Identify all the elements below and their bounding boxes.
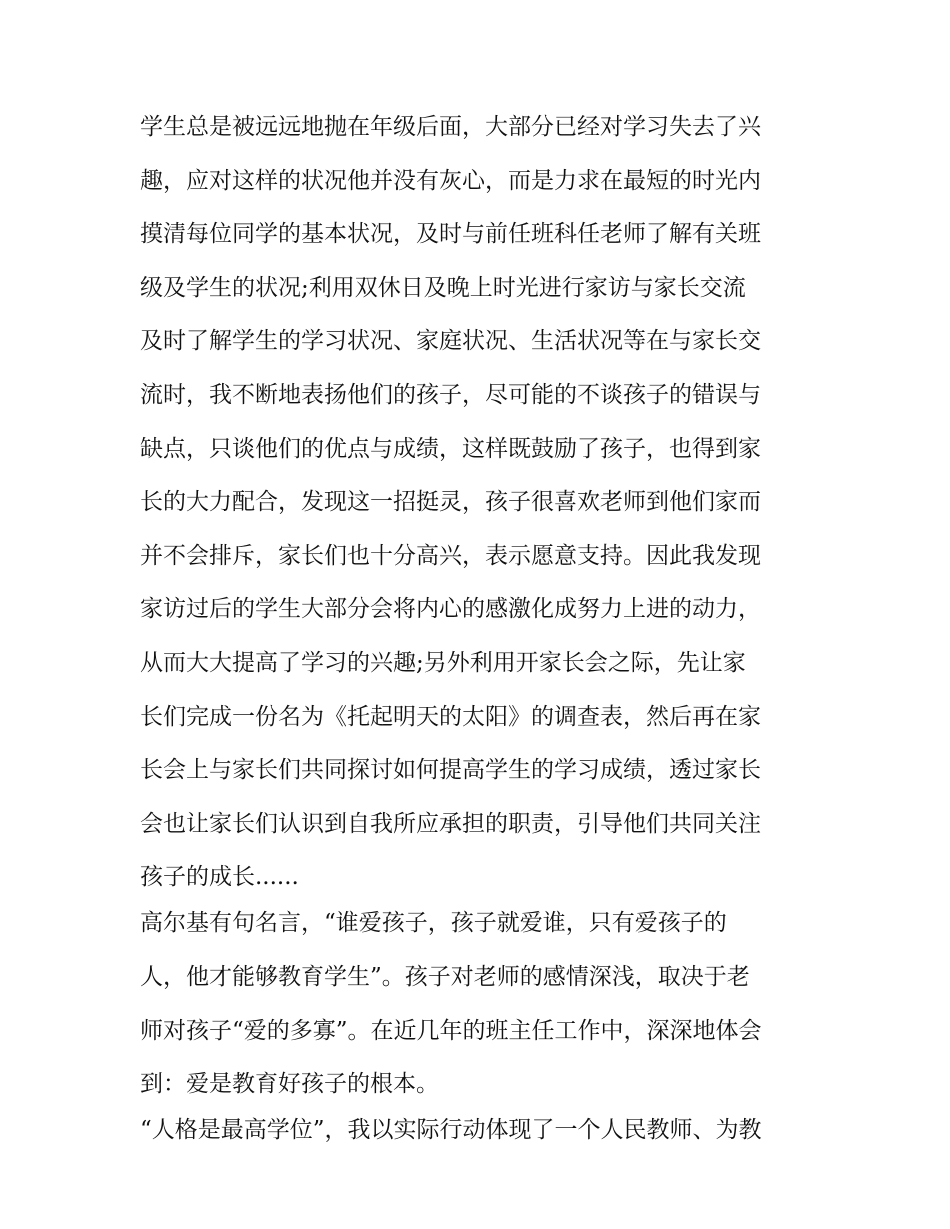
text-line: 师对孩子“爱的多寡”。在近几年的班主任工作中，深深地体会 — [140, 1017, 762, 1044]
text-line: 及时了解学生的学习状况、家庭状况、生活状况等在与家长交 — [140, 328, 761, 355]
text-line: 高尔基有句名言，“谁爱孩子，孩子就爱谁，只有爱孩子的 — [140, 910, 727, 937]
text-line: 人，他才能够教育学生”。孩子对老师的感情深浅，取决于老 — [140, 963, 750, 990]
text-line: 学生总是被远远地抛在年级后面，大部分已经对学习失去了兴 — [140, 114, 761, 140]
text-line: 长们完成一份名为《托起明天的太阳》的调查表，然后再在家 — [140, 703, 761, 730]
text-line: 长的大力配合，发现这一招挺灵，孩子很喜欢老师到他们家而 — [140, 489, 761, 516]
text-line: 长会上与家长们共同探讨如何提高学生的学习成绩，透过家长 — [140, 757, 761, 784]
text-line: 从而大大提高了学习的兴趣;另外利用开家长会之际，先让家 — [140, 649, 746, 676]
text-line: 到：爱是教育好孩子的根本。 — [140, 1071, 439, 1098]
document-body — [140, 108, 830, 1165]
text-line: 流时，我不断地表扬他们的孩子，尽可能的不谈孩子的错误与 — [140, 381, 761, 408]
text-line: 会也让家长们认识到自我所应承担的职责，引导他们共同关注 — [140, 810, 761, 837]
text-line: 并不会排斥，家长们也十分高兴，表示愿意支持。因此我发现 — [140, 542, 761, 569]
text-line: 家访过后的学生大部分会将内心的感激化成努力上进的动力， — [140, 596, 761, 623]
text-line: 缺点，只谈他们的优点与成绩，这样既鼓励了孩子，也得到家 — [140, 435, 761, 462]
text-line: “人格是最高学位”，我以实际行动体现了一个人民教师、为教 — [140, 1117, 762, 1144]
text-line: 趣，应对这样的状况他并没有灰心，而是力求在最短的时光内 — [140, 167, 761, 194]
text-line: 摸清每位同学的基本状况，及时与前任班科任老师了解有关班 — [140, 221, 761, 248]
text-line: 孩子的成长...... — [140, 864, 299, 891]
text-line: 级及学生的状况;利用双休日及晚上时光进行家访与家长交流 — [140, 274, 746, 301]
